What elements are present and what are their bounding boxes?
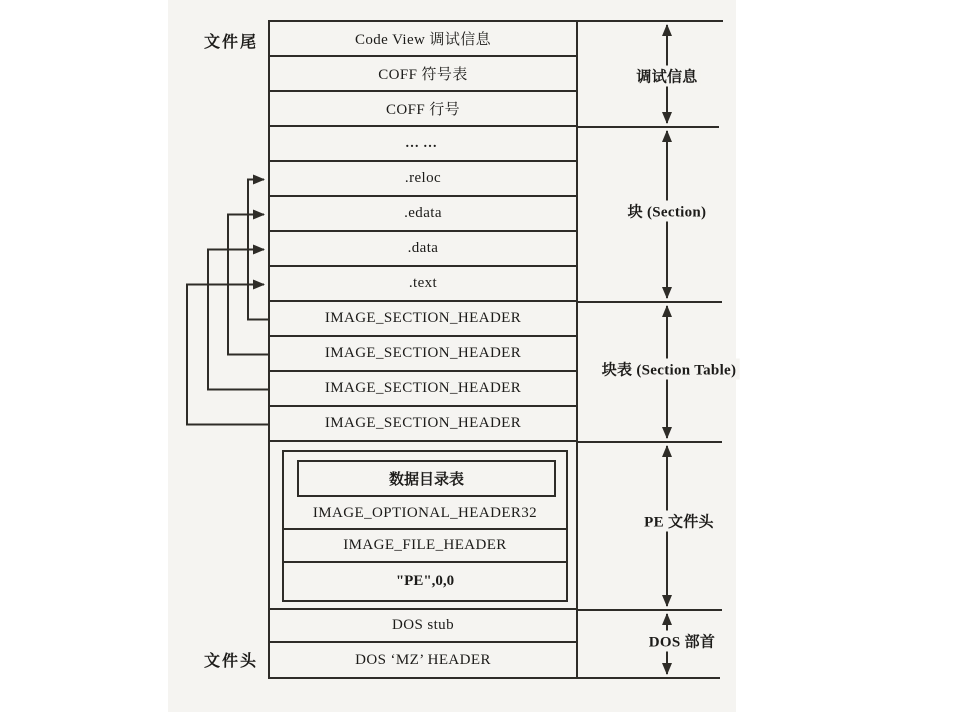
row-label: .data [407, 240, 439, 256]
optional-header-label: IMAGE_OPTIONAL_HEADER32 [312, 505, 538, 521]
row-label: DOS ‘MZ’ HEADER [355, 651, 491, 668]
row-label: .edata [404, 205, 442, 221]
brace-label-debug-info: 调试信息 [633, 66, 700, 87]
pe-signature-label: "PE",0,0 [395, 573, 455, 589]
row-label: .reloc [404, 170, 442, 186]
row-label: IMAGE_SECTION_HEADER [324, 345, 522, 361]
brace-label-dos-part: DOS 部首 [646, 631, 718, 652]
brace-label-section-table: 块表 (Section Table) [599, 359, 740, 380]
row-label: COFF 符号表 [378, 67, 468, 83]
brace-label-section: 块 (Section) [625, 201, 710, 222]
row-label: COFF 行号 [385, 102, 461, 118]
row-label: Code View 调试信息 [354, 32, 492, 48]
row-label: DOS stub [392, 617, 454, 633]
row-label: …… [405, 135, 441, 151]
row-label: IMAGE_SECTION_HEADER [324, 380, 522, 396]
row-label: IMAGE_SECTION_HEADER [324, 310, 522, 326]
data-directory-label: 数据目录表 [388, 472, 464, 488]
file-header-label: IMAGE_FILE_HEADER [343, 537, 507, 553]
file-tail-label: 文件尾 [203, 34, 258, 51]
row-label: IMAGE_SECTION_HEADER [324, 415, 522, 431]
file-head-label: 文件头 [203, 653, 258, 670]
brace-label-pe-header: PE 文件头 [641, 511, 717, 532]
row-label: .text [408, 275, 438, 291]
